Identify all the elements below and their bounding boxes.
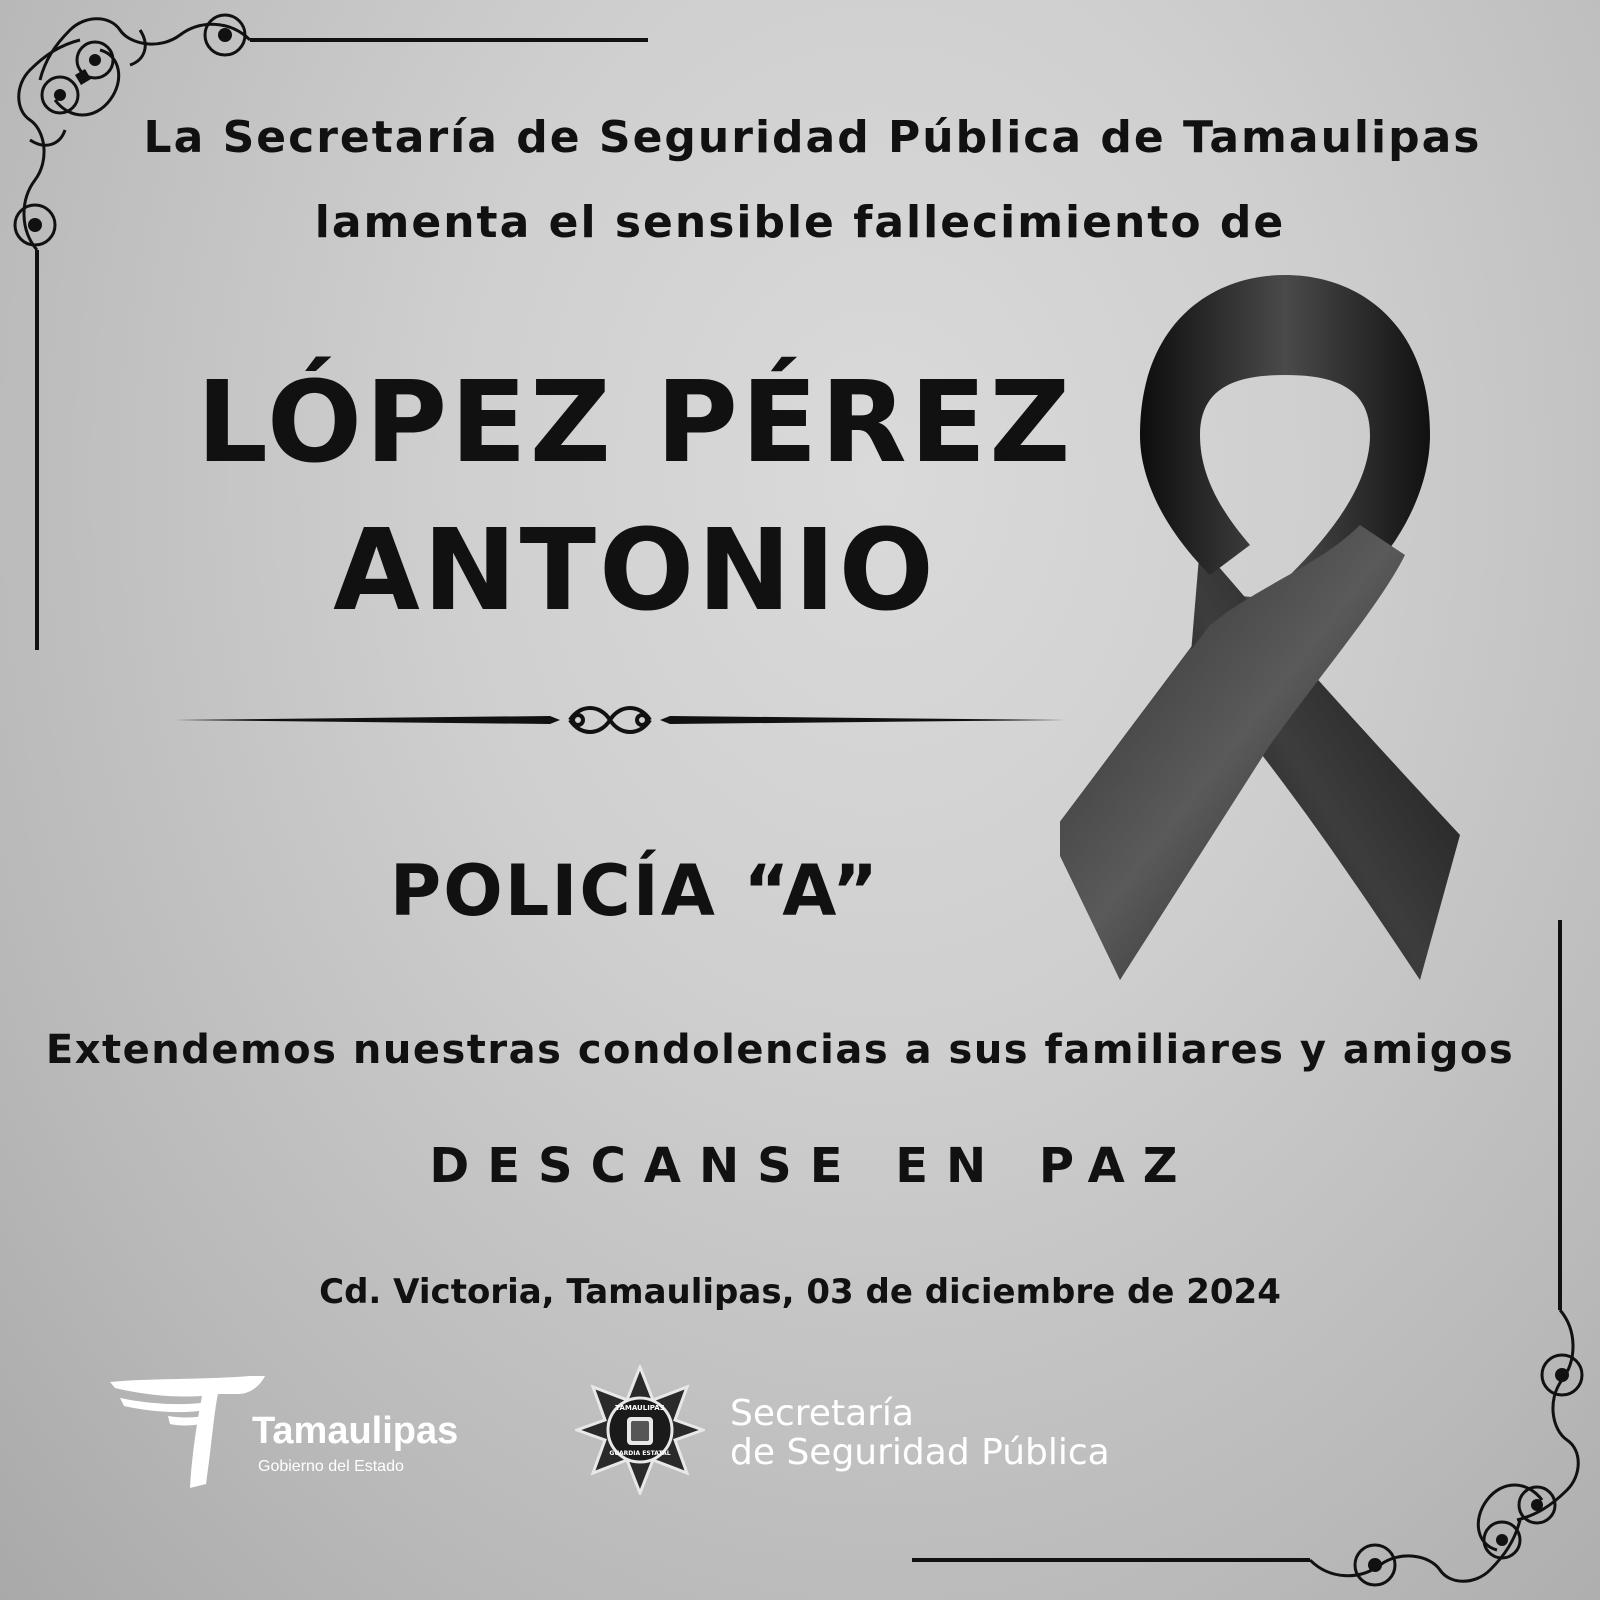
police-star-badge-icon xyxy=(575,1365,705,1495)
black-mourning-ribbon-icon xyxy=(1060,275,1510,1015)
deceased-surnames: LÓPEZ PÉREZ xyxy=(196,358,1074,488)
ssp-logo-line-1: Secretaría xyxy=(730,1393,914,1434)
state-logo-subtitle: Gobierno del Estado xyxy=(258,1458,404,1475)
header-line-1: La Secretaría de Seguridad Pública de Tamaulipas xyxy=(143,112,1482,163)
ssp-logo-line-2: de Seguridad Pública xyxy=(730,1432,1110,1473)
header-line-2: lamenta el sensible fallecimiento de xyxy=(314,197,1286,248)
state-logo-name: Tamaulipas xyxy=(252,1410,459,1452)
badge-text-bottom: GUARDIA ESTATAL xyxy=(609,1450,671,1457)
scroll-divider-icon xyxy=(170,690,1070,750)
tamaulipas-t-logo-icon xyxy=(110,1372,270,1492)
condolences-text: Extendemos nuestras condolencias a sus familiares y amigos xyxy=(45,1027,1515,1073)
bottom-right-corner-flourish-icon xyxy=(900,920,1600,1600)
deceased-rank: POLICÍA “A” xyxy=(389,850,881,932)
state-government-logo xyxy=(110,1372,490,1492)
deceased-given-name: ANTONIO xyxy=(333,506,937,636)
badge-text-top: TAMAULIPAS xyxy=(615,1404,665,1412)
rest-in-peace-text: DESCANSE EN PAZ xyxy=(429,1138,1196,1194)
place-date-text: Cd. Victoria, Tamaulipas, 03 de diciembre de 2024 xyxy=(319,1272,1281,1312)
